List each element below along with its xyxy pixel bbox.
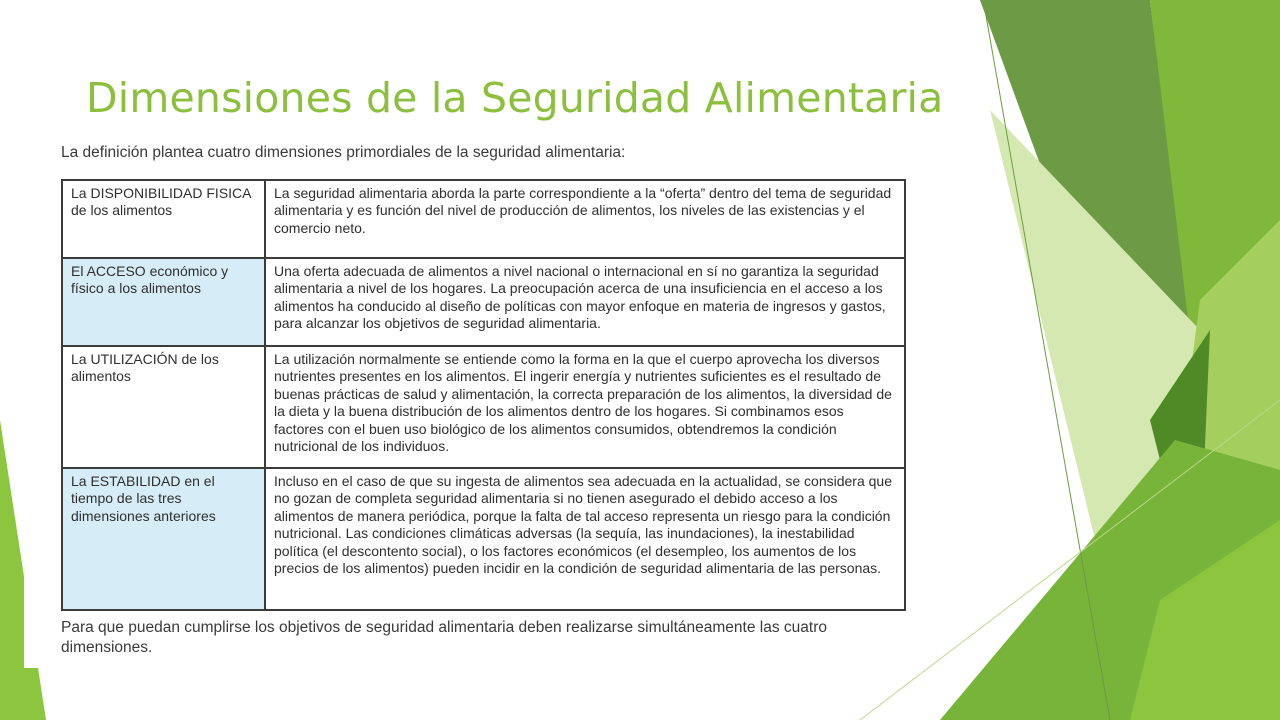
- dimension-label: El ACCESO económico y físico a los alimentos: [62, 258, 265, 346]
- dimension-label: La UTILIZACIÓN de los alimentos: [62, 346, 265, 468]
- dimension-label: La DISPONIBILIDAD FISICA de los alimentos: [62, 180, 265, 258]
- table-row: [62, 258, 905, 346]
- dimension-label: La ESTABILIDAD en el tiempo de las tres dimensiones anteriores: [62, 468, 265, 610]
- content-image: [24, 132, 920, 668]
- intro-text: La definición plantea cuatro dimensiones primordiales de la seguridad alimentaria:: [61, 144, 626, 161]
- dimension-description: La seguridad alimentaria aborda la parte correspondiente a la “oferta” dentro del tema de seguridad alimentaria y es función del nivel de producción de alimentos, los niveles de las existencias y el comercio neto.: [265, 180, 905, 258]
- dimension-description: La utilización normalmente se entiende como la forma en la que el cuerpo aprovecha los diversos nutrientes presentes en los alimentos. El ingerir energía y nutrientes suficientes es el resultado de buenas prácticas de salud y alimentación, la correcta preparación de los alimentos, la diversidad de la dieta y la buena distribución de los alimentos dentro de los hogares. Si combinamos esos factores con el buen uso biológico de los alimentos consumidos, obtendremos la condición nutricional de los individuos.: [265, 346, 905, 468]
- table-row: [62, 180, 905, 258]
- table-row: [62, 468, 905, 610]
- table-row: [62, 346, 905, 468]
- dimension-description: Una oferta adecuada de alimentos a nivel nacional o internacional en sí no garantiza la seguridad alimentaria a nivel de los hogares. La preocupación acerca de una insuficiencia en el acceso a los alimentos ha conducido al diseño de políticas con mayor enfoque en materia de ingresos y gastos, para alcanzar los objetivos de seguridad alimentaria.: [265, 258, 905, 346]
- closing-text: Para que puedan cumplirse los objetivos de seguridad alimentaria deben realizarse simultáneamente las cuatro dimensiones.: [61, 619, 827, 656]
- dimension-description: Incluso en el caso de que su ingesta de alimentos sea adecuada en la actualidad, se considera que no gozan de completa seguridad alimentaria si no tienen asegurado el debido acceso a los alimentos de manera periódica, porque la falta de tal acceso representa un riesgo para la condición nutricional. Las condiciones climáticas adversas (la sequía, las inundaciones), la inestabilidad política (el descontento social), o los factores económicos (el desempleo, los aumentos de los precios de los alimentos) pueden incidir en la condición de seguridad alimentaria de las personas.: [265, 468, 905, 610]
- dimensions-table: [61, 179, 906, 611]
- slide-title: Dimensiones de la Seguridad Alimentaria: [86, 74, 944, 122]
